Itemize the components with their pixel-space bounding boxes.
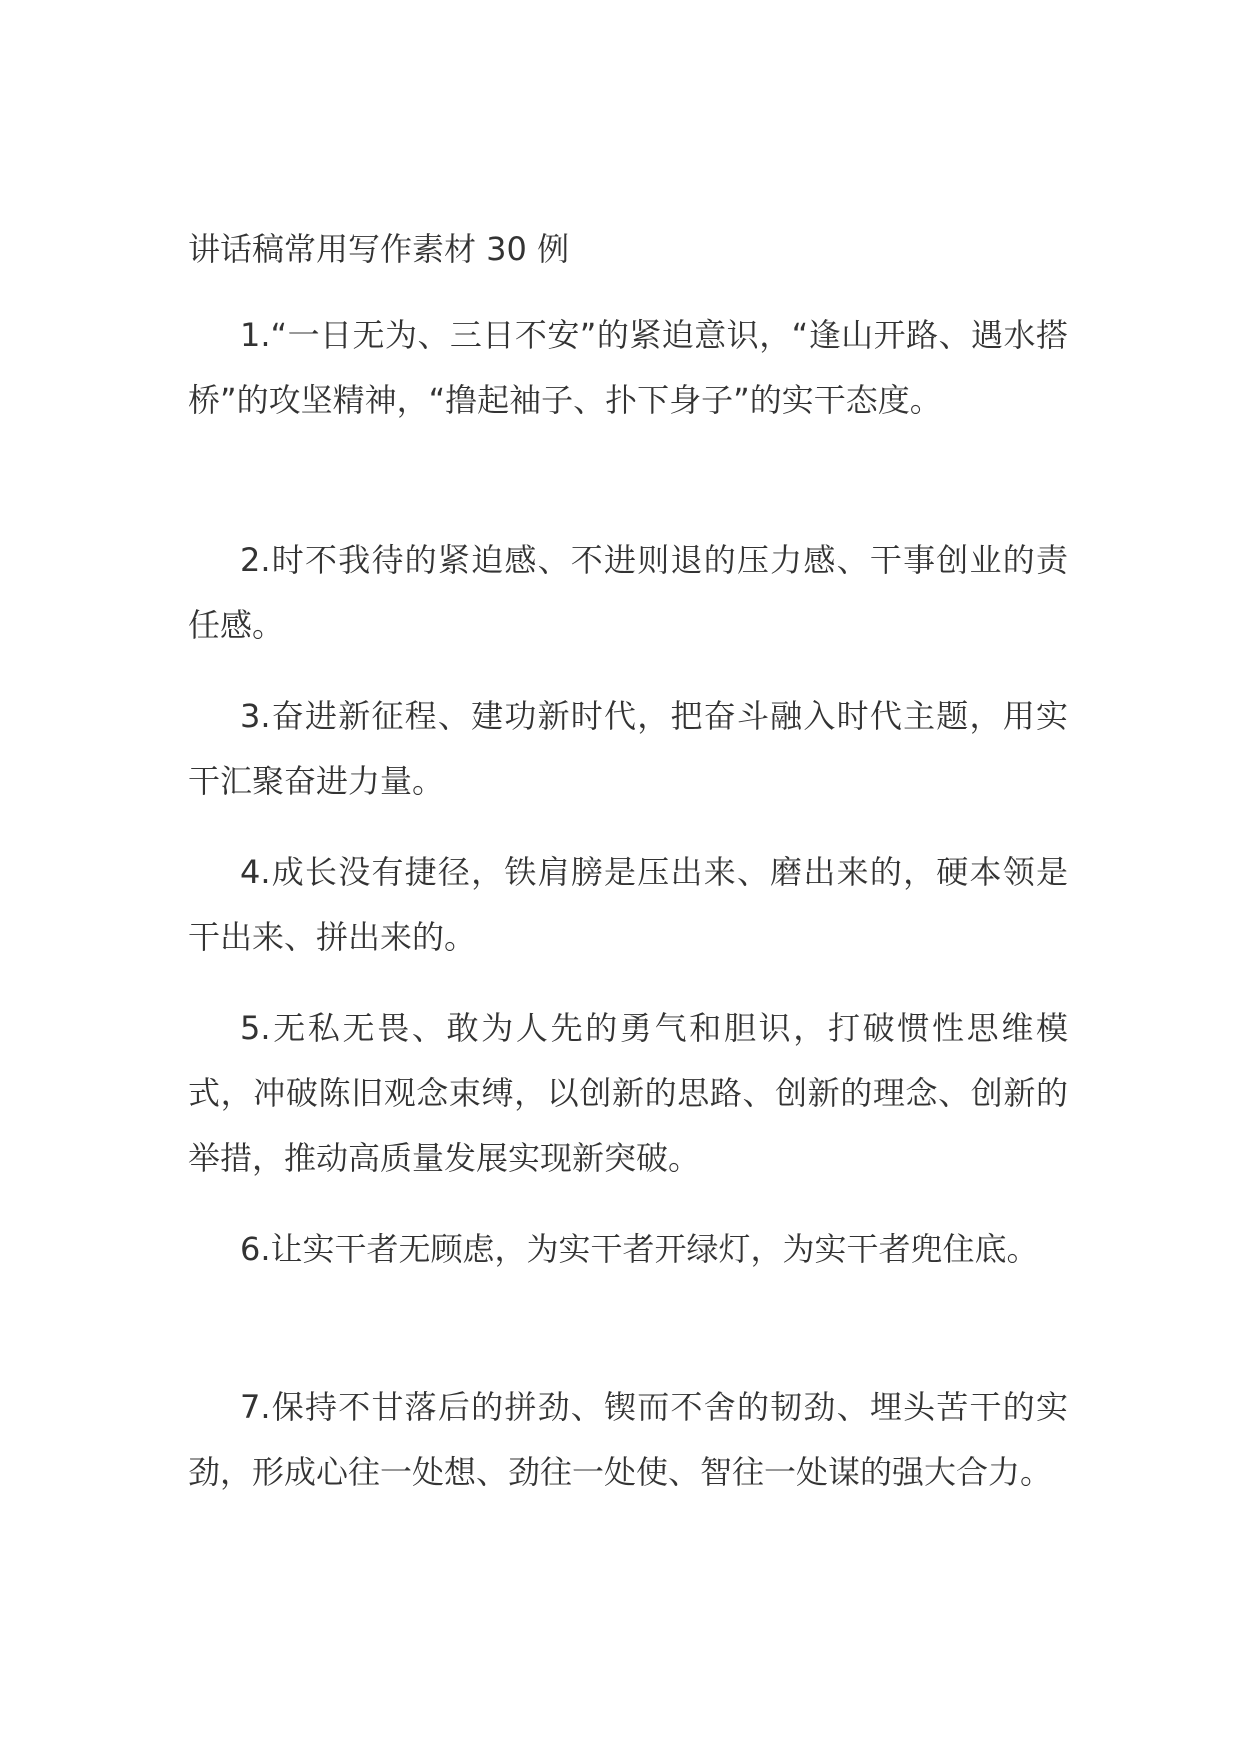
- paragraph-7: 7.保持不甘落后的拼劲、锲而不舍的韧劲、埋头苦干的实劲，形成心往一处想、劲往一处使、智往一处谋的强大合力。: [188, 1388, 1068, 1491]
- paragraph-6: 6.让实干者无顾虑，为实干者开绿灯，为实干者兜住底。: [240, 1230, 1039, 1268]
- paragraph-1: 1.“一日无为、三日不安”的紧迫意识，“逢山开路、遇水搭桥”的攻坚精神，“撸起袖子、扑下身子”的实干态度。: [188, 316, 1068, 419]
- paragraph-3: 3.奋进新征程、建功新时代，把奋斗融入时代主题，用实干汇聚奋进力量。: [188, 697, 1068, 800]
- paragraph-4: 4.成长没有捷径，铁肩膀是压出来、磨出来的，硬本领是干出来、拼出来的。: [188, 853, 1068, 956]
- document-page: [188, 0, 1068, 1754]
- paragraph-2: 2.时不我待的紧迫感、不进则退的压力感、干事创业的责任感。: [188, 541, 1068, 644]
- document-title: 讲话稿常用写作素材 30 例: [188, 230, 570, 268]
- paragraph-5: 5.无私无畏、敢为人先的勇气和胆识，打破惯性思维模式，冲破陈旧观念束缚，以创新的思路、创新的理念、创新的举措，推动高质量发展实现新突破。: [188, 1009, 1068, 1177]
